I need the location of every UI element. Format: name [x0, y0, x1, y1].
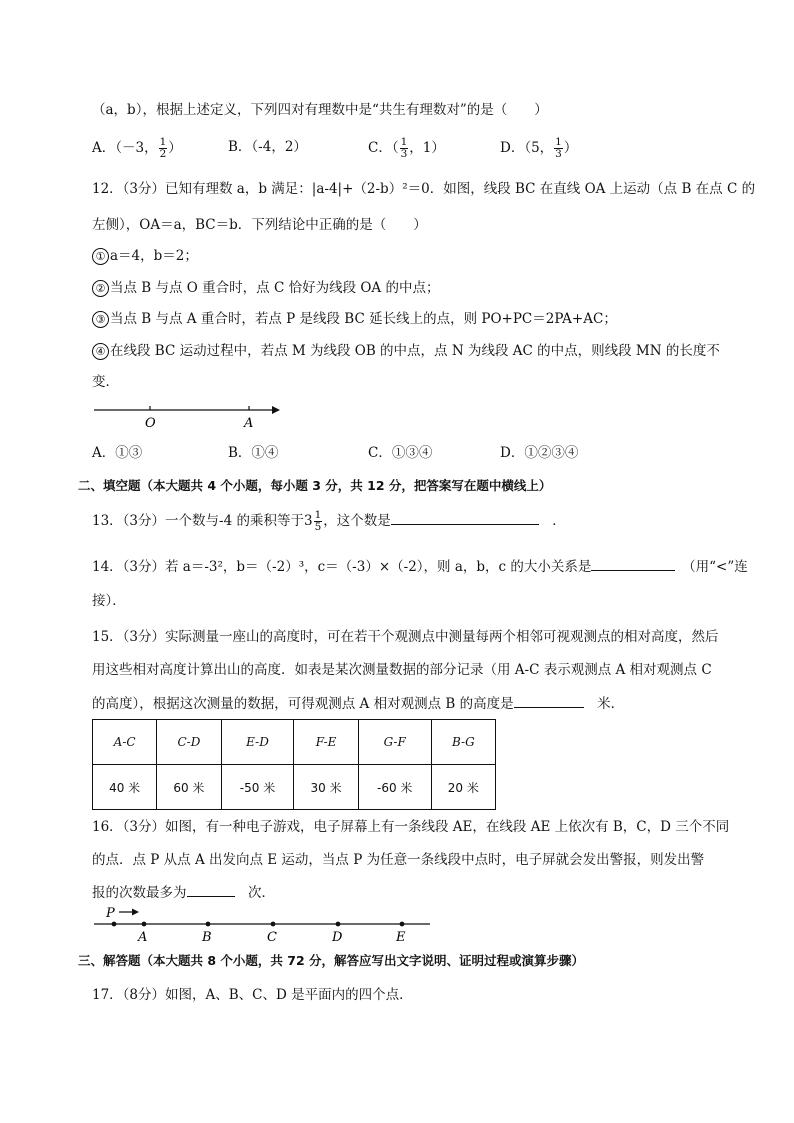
- q14-line2: 接）．: [92, 593, 126, 609]
- q15-line3: 的高度），根据这次测量的数据，可得观测点 A 相对观测点 B 的高度是 米．: [92, 693, 624, 714]
- q12-statement-3: ③ 当点 B 与点 A 重合时，若点 P 是线段 BC 延长线上的点，则 PO+PC＝2PA+AC；: [92, 309, 617, 329]
- q12-option-c: C．①③④: [368, 445, 433, 461]
- q12-option-b: B．①④: [228, 445, 279, 461]
- table-header-row: [93, 720, 496, 765]
- section-2-heading: 二、填空题（本大题共 4 个小题，每小题 3 分，共 12 分，把答案写在题中横线上）: [78, 478, 552, 493]
- q12-number-line: [92, 400, 292, 432]
- arrow-icon: [272, 406, 280, 414]
- q16-point-a: [142, 922, 147, 927]
- q12-statement-4b: 变．: [92, 374, 119, 390]
- table-header-cell: C-D: [157, 720, 221, 765]
- q13-answer-blank[interactable]: [391, 510, 539, 525]
- q11-option-c: C．（ $\frac{1}{3}$ ，1）: [368, 136, 445, 160]
- q12-statement-2: ② 当点 B 与点 O 重合时，点 C 恰好为线段 OA 的中点；: [92, 278, 439, 298]
- q16-label-d: D: [332, 930, 343, 945]
- table-cell: 60 米: [157, 765, 221, 810]
- q16-point-e: [400, 922, 405, 927]
- q16-line1: 16．（3分）如图，有一种电子游戏，电子屏幕上有一条线段 AE，在线段 AE 上依次有 B，C，D 三个不同: [92, 819, 730, 835]
- q16-point-b: [206, 922, 211, 927]
- q15-measure-table: [92, 719, 496, 810]
- q12-line1: 12．（3分）已知有理数 a，b 满足：|a-4|+（2-b）²＝0．如图，线段 BC 在直线 OA 上运动（点 B 在点 C 的: [92, 181, 756, 197]
- table-header-cell: A-C: [93, 720, 157, 765]
- table-row: [93, 765, 496, 810]
- table-header-cell: B-G: [431, 720, 495, 765]
- q15-line2: 用这些相对高度计算出山的高度．如表是某次测量数据的部分记录（用 A-C 表示观测点 A 相对观测点 C: [92, 662, 712, 678]
- q12-option-a: A．①③: [92, 445, 143, 461]
- q11-option-d: D．（5， $\frac{1}{3}$ ）: [500, 136, 578, 160]
- q16-answer-blank[interactable]: [187, 882, 235, 897]
- q12-label-o: O: [145, 416, 156, 431]
- q12-label-a: A: [244, 416, 254, 431]
- table-header-cell: E-D: [221, 720, 294, 765]
- table-cell: -60 米: [358, 765, 431, 810]
- q16-label-a: A: [138, 930, 148, 945]
- q16-line2: 的点．点 P 从点 A 出发向点 E 运动，当点 P 为任意一条线段中点时，电子屏就会发出警报，则发出警: [92, 852, 705, 868]
- q13: 13．（3分）一个数与-4 的乘积等于3 $\frac{1}{5}$ ，这个数是 ．: [92, 509, 566, 533]
- table-cell: 40 米: [93, 765, 157, 810]
- q17: 17．（8分）如图，A、B、C、D 是平面内的四个点．: [92, 987, 413, 1003]
- section-3-heading: 三、解答题（本大题共 8 个小题，共 72 分，解答应写出文字说明、证明过程或演算步骤）: [78, 953, 585, 968]
- table-header-cell: G-F: [358, 720, 431, 765]
- q12-statement-1: ① a＝4，b＝2；: [92, 246, 198, 266]
- q14-answer-blank[interactable]: [591, 556, 675, 571]
- q16-line3: 报的次数最多为 次．: [92, 882, 275, 903]
- q14: 14．（3分）若 a＝-3²，b＝（-2）³，c＝（-3）×（-2），则 a，b，c 的大小关系是 （用“<”连: [92, 556, 748, 577]
- q11-option-b: B．（-4，2）: [228, 139, 307, 155]
- q15-answer-blank[interactable]: [514, 693, 584, 708]
- arrow-icon: [132, 909, 139, 916]
- q11-option-a: A．（－3， $\frac{1}{2}$ ）: [92, 136, 182, 160]
- q16-point-p: [112, 922, 117, 927]
- q16-label-b: B: [202, 930, 212, 945]
- q11-tail: （a，b），根据上述定义，下列四对有理数中是“共生有理数对”的是（ ）: [92, 102, 548, 118]
- q16-point-d: [336, 922, 341, 927]
- q12-statement-4: ④ 在线段 BC 运动过程中，若点 M 为线段 OB 的中点，点 N 为线段 AC 的中点，则线段 MN 的长度不: [92, 341, 720, 361]
- table-header-cell: F-E: [294, 720, 358, 765]
- q12-option-d: D．①②③④: [500, 445, 579, 461]
- table-cell: 20 米: [431, 765, 495, 810]
- q16-segment-figure: [92, 903, 437, 945]
- table-cell: -50 米: [221, 765, 294, 810]
- q16-label-e: E: [396, 930, 406, 945]
- q16-label-c: C: [267, 930, 277, 945]
- table-cell: 30 米: [294, 765, 358, 810]
- q15-line1: 15．（3分）实际测量一座山的高度时，可在若干个观测点中测量每两个相邻可视观测点的相对高度，然后: [92, 629, 719, 645]
- q12-line2: 左侧），OA＝a，BC＝b．下列结论中正确的是（ ）: [92, 217, 427, 233]
- q16-label-p: P: [106, 906, 115, 921]
- q16-point-c: [271, 922, 276, 927]
